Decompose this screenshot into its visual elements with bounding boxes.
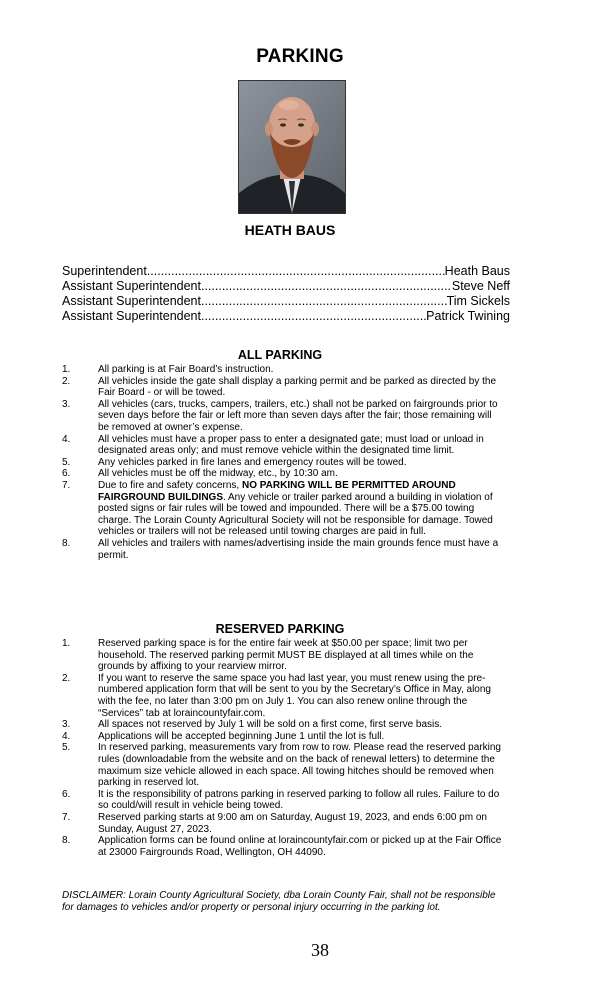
superintendent-name: HEATH BAUS: [244, 222, 336, 238]
item-text: All vehicles must be off the midway, etc., by 10:30 am.: [98, 468, 338, 480]
staff-role: Assistant Superintendent: [62, 279, 201, 293]
staff-name: Patrick Twining: [426, 309, 510, 323]
item-text: All parking is at Fair Board’s instruction.: [98, 364, 274, 375]
list-item: [62, 812, 502, 835]
item-number: 5.: [62, 456, 71, 468]
item-number: 4.: [62, 730, 71, 742]
item-text: Reserved parking starts at 9:00 am on Saturday, August 19, 2023, and ends 6:00 pm on Sunday, August 27, 2023.: [98, 811, 487, 835]
item-number: 5.: [62, 742, 71, 754]
staff-role: Assistant Superintendent: [62, 294, 201, 308]
item-text: All vehicles and trailers with names/advertising inside the main grounds fence must have a permit.: [98, 537, 499, 561]
dot-leader: [147, 264, 445, 279]
item-text: [98, 480, 502, 538]
item-text: All vehicles must have a proper pass to enter a designated gate; must load or unload in designated areas only; and must remove vehicle within the designated time limit.: [98, 433, 484, 457]
item-text: If you want to reserve the same space you had last year, you must renew using the pre-numbered application form that will be sent to you by the Secretary’s Office in May, along with the fee, no later than 3:00 pm on July 1. You can also renew online through the “Services” tab at loraincountyfair.com.: [98, 672, 491, 719]
item-text: Reserved parking space is for the entire fair week at $50.00 per space; limit two per household. The reserved parking permit MUST BE displayed at all times while on the grounds by affixing to your rearview mirror.: [98, 638, 474, 673]
list-item: [62, 434, 502, 457]
item-text-emphasis: NO PARKING WILL BE PERMITTED AROUND FAIRGROUND BUILDINGS: [98, 479, 456, 503]
reserved-parking-list: [62, 638, 502, 858]
dot-leader: [201, 309, 426, 324]
item-number: 6.: [62, 468, 71, 480]
item-number: 4.: [62, 433, 71, 445]
item-text-tail: . Any vehicle or trailer parked around a building in violation of posted signs or fair rules will be towed and impounded. There will be a $75.00 towing charge. The Lorain County Agricultural Society will not be responsible for damage. Towed vehicles or trailers will not be released until towing charges are paid in full.: [98, 491, 493, 538]
staff-name: Steve Neff: [451, 279, 510, 293]
reserved-parking-heading: RESERVED PARKING: [215, 622, 345, 636]
staff-role: Superintendent: [62, 264, 147, 278]
staff-role: Assistant Superintendent: [62, 309, 201, 323]
item-number: 8.: [62, 835, 71, 847]
item-number: 7.: [62, 811, 71, 823]
item-number: 1.: [62, 364, 71, 375]
item-text: All spaces not reserved by July 1 will be sold on a first come, first serve basis.: [98, 719, 443, 731]
list-item: [62, 835, 502, 858]
item-number: 3.: [62, 398, 71, 410]
page-title: PARKING: [256, 46, 344, 67]
item-text-lead: Due to fire and safety concerns,: [98, 479, 242, 491]
item-number: 2.: [62, 375, 71, 387]
list-item: [62, 399, 502, 434]
item-text: In reserved parking, measurements vary from row to row. Please read the reserved parking rules (downloadable from the website and on the back of renewal letters) to determine the maximum size vehicle allowed in each space. All towing hitches should be removed when parking in reserved lot.: [98, 742, 501, 789]
item-text: All vehicles (cars, trucks, campers, trailers, etc.) shall not be parked on fairgrounds prior to seven days before the fair or left more than seven days after the fair; those remaining will be removed at owner’s expense.: [98, 398, 498, 433]
all-parking-list: [62, 364, 502, 561]
staff-row: [62, 294, 510, 309]
item-number: 8.: [62, 537, 71, 549]
list-item: [62, 457, 502, 469]
list-item: [62, 480, 502, 538]
item-text: Applications will be accepted beginning June 1 until the lot is full.: [98, 730, 385, 742]
list-item: [62, 719, 502, 731]
item-text: All vehicles inside the gate shall display a parking permit and be parked as directed by the Fair Board - or will be towed.: [98, 375, 497, 399]
staff-name: Tim Sickels: [446, 294, 510, 308]
all-parking-heading: ALL PARKING: [237, 348, 323, 362]
staff-row: [62, 309, 510, 324]
list-item: [62, 468, 502, 480]
item-number: 3.: [62, 719, 71, 731]
list-item: [62, 673, 502, 719]
page-number: 38: [311, 940, 329, 960]
dot-leader: [201, 294, 447, 309]
item-number: 2.: [62, 672, 71, 684]
superintendent-photo: [238, 80, 346, 214]
list-item: [62, 789, 502, 812]
staff-row: [62, 264, 510, 279]
item-number: 7.: [62, 479, 71, 491]
item-number: 6.: [62, 788, 71, 800]
disclaimer-text: DISCLAIMER: Lorain County Agricultural Society, dba Lorain County Fair, shall not be responsible for damages to vehicles and/or property or personal injury occurring in the parking lot.: [62, 890, 496, 913]
list-item: [62, 638, 502, 673]
item-text: It is the responsibility of patrons parking in reserved parking to follow all rules. Failure to do so could/will result in vehicle being towed.: [98, 788, 500, 812]
portrait-image: [239, 81, 345, 213]
item-text: Any vehicles parked in fire lanes and emergency routes will be towed.: [98, 456, 407, 468]
staff-name: Heath Baus: [444, 264, 510, 278]
staff-row: [62, 279, 510, 294]
dot-leader: [201, 279, 452, 294]
list-item: [62, 538, 502, 561]
list-item: [62, 364, 502, 376]
list-item: [62, 731, 502, 743]
item-text: Application forms can be found online at loraincountyfair.com or picked up at the Fair Office at 23000 Fairgrounds Road, Wellington, OH 44090.: [98, 835, 502, 858]
list-item: [62, 376, 502, 399]
list-item: [62, 742, 502, 788]
item-number: 1.: [62, 638, 71, 649]
